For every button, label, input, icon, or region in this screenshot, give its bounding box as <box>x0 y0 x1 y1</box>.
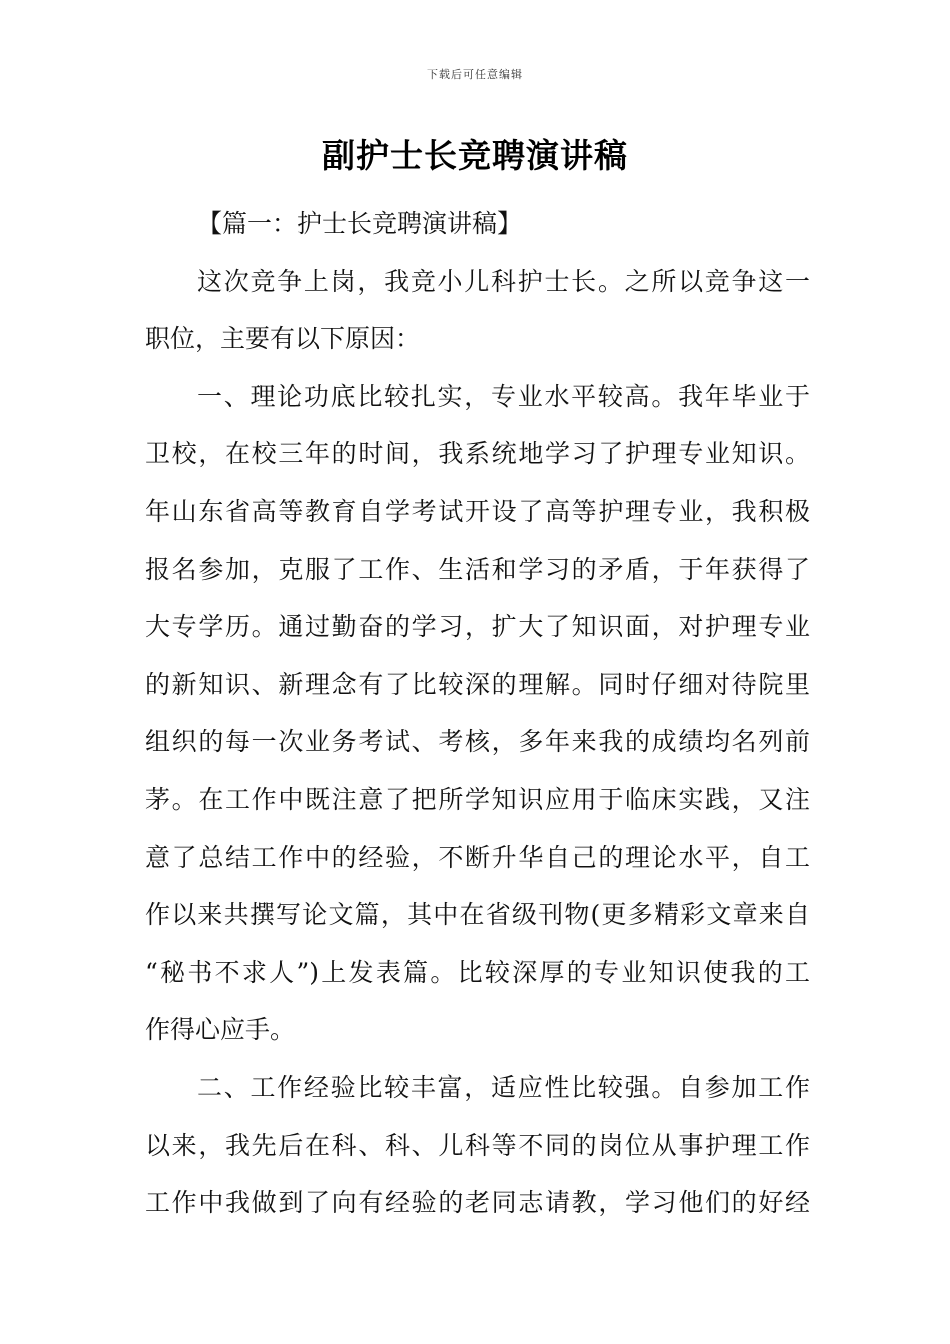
paragraph-line: 职位，主要有以下原因： <box>145 324 421 354</box>
document-title: 副护士长竞聘演讲稿 <box>322 136 628 175</box>
paragraph-line: 年山东省高等教育自学考试开设了高等护理专业，我积极 <box>145 496 810 526</box>
paragraph-line: 作得心应手。 <box>145 1015 296 1045</box>
paragraph-line: 大专学历。通过勤奋的学习，扩大了知识面，对护理专业 <box>145 612 810 642</box>
paragraph-line: “秘书不求人”)上发表篇。比较深厚的专业知识使我的工 <box>145 957 810 987</box>
header-note: 下载后可任意编辑 <box>427 68 523 81</box>
paragraph-line: 作以来共撰写论文篇，其中在省级刊物(更多精彩文章来自 <box>145 900 810 930</box>
paragraph-line: 这次竞争上岗，我竞小儿科护士长。之所以竞争这一 <box>197 266 810 296</box>
paragraph-line: 二、工作经验比较丰富，适应性比较强。自参加工作 <box>197 1072 810 1102</box>
paragraph-line: 卫校，在校三年的时间，我系统地学习了护理专业知识。 <box>145 439 810 469</box>
paragraph-line: 组织的每一次业务考试、考核，多年来我的成绩均名列前 <box>145 727 810 757</box>
section-heading: 【篇一：护士长竞聘演讲稿】 <box>197 209 523 238</box>
paragraph-line: 以来，我先后在科、科、儿科等不同的岗位从事护理工作 <box>145 1130 810 1160</box>
document-body <box>145 195 810 1232</box>
paragraph-line: 意了总结工作中的经验，不断升华自己的理论水平，自工 <box>145 842 810 872</box>
paragraph-line: 一、理论功底比较扎实，专业水平较高。我年毕业于 <box>197 381 810 411</box>
paragraph-line: 茅。在工作中既注意了把所学知识应用于临床实践，又注 <box>145 784 810 814</box>
paragraph-line: 的新知识、新理念有了比较深的理解。同时仔细对待院里 <box>145 669 810 699</box>
paragraph-line: 报名参加，克服了工作、生活和学习的矛盾，于年获得了 <box>145 554 810 584</box>
paragraph-line: 工作中我做到了向有经验的老同志请教，学习他们的好经 <box>145 1188 810 1218</box>
